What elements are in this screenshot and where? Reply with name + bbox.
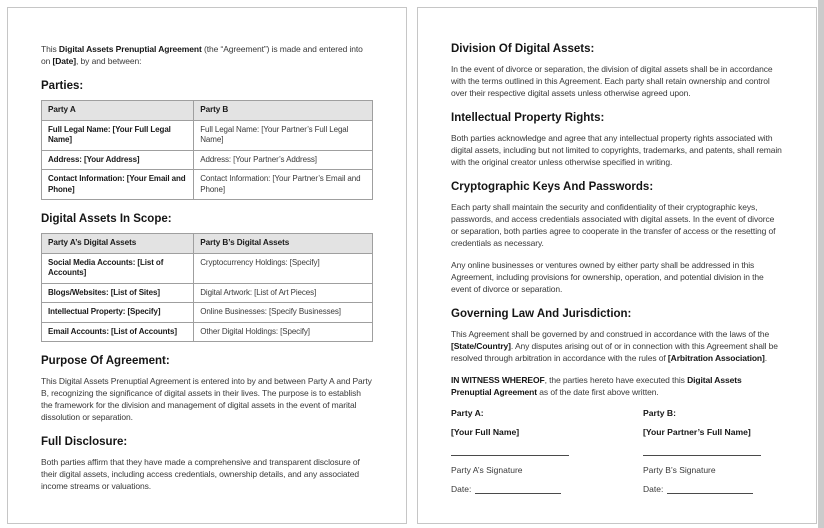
table-header-row xyxy=(42,234,373,254)
witness-paragraph xyxy=(451,374,783,398)
table-cell: Other Digital Holdings: [Specify] xyxy=(194,322,373,342)
table-row xyxy=(42,170,373,200)
bold-text-segment: [Arbitration Association] xyxy=(667,353,765,363)
text-segment: , the parties hereto have executed this xyxy=(544,375,688,385)
party-b-date-line xyxy=(667,484,753,494)
crypto-keys-paragraph-2: Any online businesses or ventures owned by either party shall be addressed in this Agreement, including provisions for ownership, operation, and potential division in the event of divorce or separation. xyxy=(451,260,764,294)
text-segment: , by and between: xyxy=(76,56,142,66)
party-b-date-label: Date: xyxy=(643,484,664,494)
table-cell: Digital Artwork: [List of Art Pieces] xyxy=(194,283,373,303)
governing-law-paragraph xyxy=(451,328,783,364)
table-cell: Address: [Your Address] xyxy=(42,150,194,170)
table-cell: Online Businesses: [Specify Businesses] xyxy=(194,303,373,323)
bold-text-segment: IN WITNESS WHEREOF xyxy=(451,375,545,385)
table-row xyxy=(42,120,373,150)
parties-heading: Parties: xyxy=(41,80,84,92)
party-a-date-line xyxy=(475,484,561,494)
table-header-cell: Party A xyxy=(42,101,194,121)
table-header-cell: Party B xyxy=(194,101,373,121)
text-segment: . xyxy=(764,353,768,363)
division-heading: Division Of Digital Assets: xyxy=(451,43,595,55)
bold-text-segment: Digital Assets Prenuptial Agreement xyxy=(58,44,202,54)
right-edge-strip xyxy=(818,0,824,528)
table-cell: Social Media Accounts: [List of Accounts] xyxy=(42,253,194,283)
table-header-cell: Party B’s Digital Assets xyxy=(194,234,373,254)
division-paragraph: In the event of divorce or separation, the division of digital assets shall be in accordance with the terms outlined in this Agreement. Each party shall retain ownership and control over their respective digital assets unless otherwise agreed upon. xyxy=(451,64,773,98)
table-cell: Full Legal Name: [Your Partner’s Full Legal Name] xyxy=(194,120,373,150)
party-b-name: [Your Partner’s Full Name] xyxy=(643,427,751,437)
party-a-date-row xyxy=(451,484,643,494)
ip-rights-heading: Intellectual Property Rights: xyxy=(451,112,605,124)
table-cell: Intellectual Property: [Specify] xyxy=(42,303,194,323)
text-segment: as of the date first above written. xyxy=(537,387,659,397)
purpose-heading: Purpose Of Agreement: xyxy=(41,355,170,367)
signature-block xyxy=(451,408,783,494)
table-row xyxy=(42,322,373,342)
table-cell: Contact Information: [Your Email and Phone] xyxy=(42,170,194,200)
disclosure-paragraph: Both parties affirm that they have made a comprehensive and transparent disclosure of their digital assets, including access credentials, ownership details, and any associated income streams or valuations. xyxy=(41,457,360,491)
party-a-date-label: Date: xyxy=(451,484,472,494)
party-a-name: [Your Full Name] xyxy=(451,427,520,437)
text-segment: . Any disputes arising out of or in connection with this Agreement shall be resolved through arbitration in accordance with the rules of xyxy=(451,341,778,363)
party-b-date-row xyxy=(643,484,783,494)
scope-heading: Digital Assets In Scope: xyxy=(41,213,172,225)
table-cell: Full Legal Name: [Your Full Legal Name] xyxy=(42,120,194,150)
party-a-signature-line xyxy=(451,454,569,456)
text-segment: (the “Agreement”) is made and entered into on xyxy=(41,44,363,66)
bold-text-segment: [State/Country] xyxy=(451,341,511,351)
signature-party-b xyxy=(643,408,783,494)
party-b-label: Party B: xyxy=(643,408,676,418)
table-header-cell: Party A’s Digital Assets xyxy=(42,234,194,254)
page-1 xyxy=(7,7,407,524)
table-cell: Cryptocurrency Holdings: [Specify] xyxy=(194,253,373,283)
parties-table xyxy=(41,100,373,200)
bold-text-segment: Digital Assets Prenuptial Agreement xyxy=(451,375,742,397)
disclosure-heading: Full Disclosure: xyxy=(41,436,128,448)
party-b-signature-line xyxy=(643,454,761,456)
page-2 xyxy=(417,7,817,524)
purpose-paragraph: This Digital Assets Prenuptial Agreement is entered into by and between Party A and Party B, recognizing the significance of digital assets in their lives. The purpose is to establish the framework for the division and management of digital assets in the event of marital dissolution or separation. xyxy=(41,376,372,422)
table-cell: Email Accounts: [List of Accounts] xyxy=(42,322,194,342)
table-row xyxy=(42,283,373,303)
party-a-label: Party A: xyxy=(451,408,484,418)
table-cell: Address: [Your Partner’s Address] xyxy=(194,150,373,170)
intro-paragraph xyxy=(41,43,373,67)
table-row xyxy=(42,150,373,170)
party-b-signature-caption: Party B’s Signature xyxy=(643,465,716,475)
table-header-row xyxy=(42,101,373,121)
text-segment: This Agreement shall be governed by and construed in accordance with the laws of the xyxy=(451,329,770,339)
ip-rights-paragraph: Both parties acknowledge and agree that any intellectual property rights associated with digital assets, including but not limited to copyrights, trademarks, and patents, shall remain with the original creator unless otherwise specified in writing. xyxy=(451,133,782,167)
governing-law-heading: Governing Law And Jurisdiction: xyxy=(451,308,632,320)
signature-party-a xyxy=(451,408,643,494)
table-row xyxy=(42,303,373,323)
scope-table xyxy=(41,233,373,342)
party-a-signature-caption: Party A’s Signature xyxy=(451,465,523,475)
table-cell: Blogs/Websites: [List of Sites] xyxy=(42,283,194,303)
table-row xyxy=(42,253,373,283)
text-segment: This xyxy=(41,44,59,54)
crypto-keys-paragraph-1: Each party shall maintain the security and confidentiality of their cryptographic keys, passwords, and access credentials associated with digital assets. In the event of divorce or separation, both parties agree to cooperate in the transfer of access or the resetting of credentials as necessary. xyxy=(451,202,776,248)
bold-text-segment: [Date] xyxy=(52,56,77,66)
crypto-keys-heading: Cryptographic Keys And Passwords: xyxy=(451,181,654,193)
table-cell: Contact Information: [Your Partner’s Email and Phone] xyxy=(194,170,373,200)
